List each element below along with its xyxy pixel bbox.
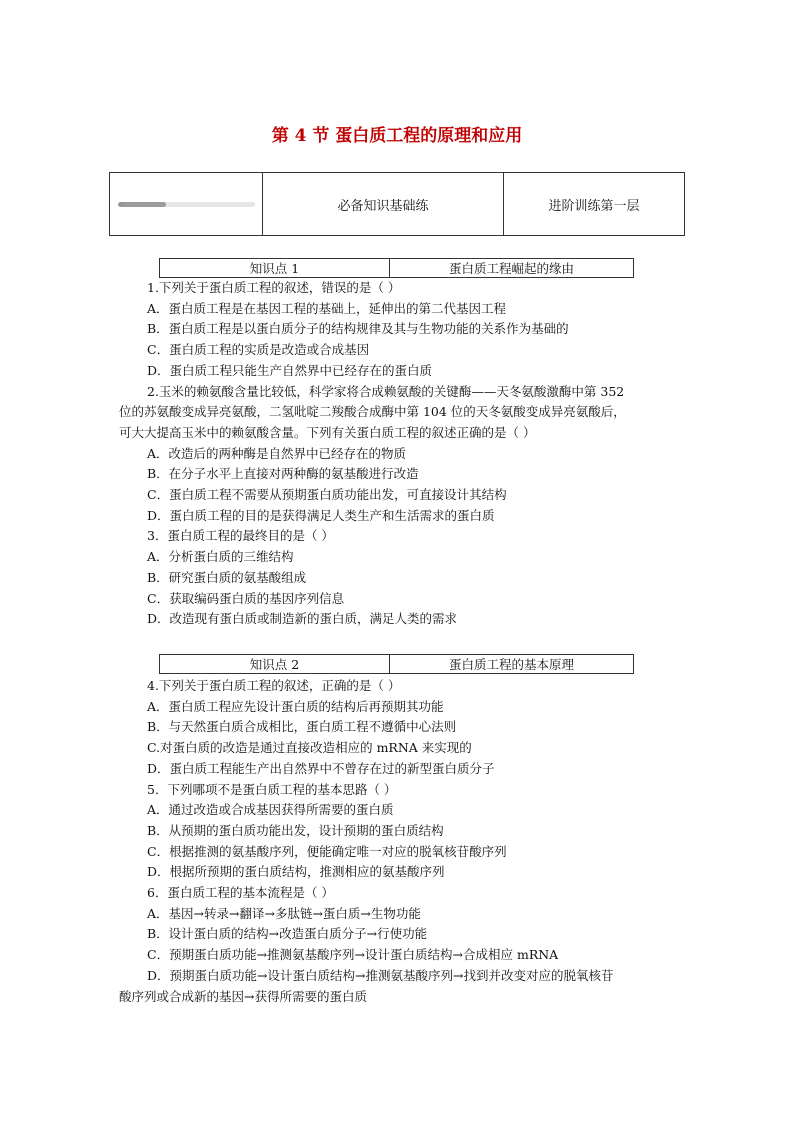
question-line: C.对蛋白质的改造是通过直接改造相应的 mRNA 来实现的	[147, 740, 472, 756]
question-line: A．改造后的两种酶是自然界中已经存在的物质	[147, 445, 407, 461]
question-line: 1.下列关于蛋白质工程的叙述，错误的是（ ）	[147, 280, 401, 295]
question-line: 可大大提高玉米中的赖氨酸含量。下列有关蛋白质工程的叙述正确的是（ ）	[119, 424, 536, 440]
question-line: D．根据所预期的蛋白质结构，推测相应的氨基酸序列	[147, 864, 445, 880]
page-title: 第 4 节 蛋白质工程的原理和应用	[271, 126, 523, 146]
question-line: D．改造现有蛋白质或制造新的蛋白质，满足人类的需求	[147, 611, 458, 627]
question-line: B．从预期的蛋白质功能出发，设计预期的蛋白质结构	[147, 822, 444, 838]
question-line: D．预期蛋白质功能→设计蛋白质结构→推测氨基酸序列→找到并改变对应的脱氧核苷	[147, 967, 614, 983]
question-line: 酸序列或合成新的基因→获得所需要的蛋白质	[119, 988, 367, 1004]
question-line: C．蛋白质工程不需要从预期蛋白质功能出发，可直接设计其结构	[147, 487, 507, 502]
question-line: B．研究蛋白质的氨基酸组成	[147, 569, 307, 585]
question-line: B．在分子水平上直接对两种酶的氨基酸进行改造	[147, 466, 419, 482]
question-line: D．蛋白质工程能生产出自然界中不曾存在过的新型蛋白质分子	[147, 760, 495, 776]
question-line: 2.玉米的赖氨酸含量比较低，科学家将合成赖氨酸的关键酶——天冬氨酸激酶中第 352	[147, 383, 625, 399]
header-table	[109, 172, 685, 236]
question-line: A．分析蛋白质的三维结构	[147, 549, 294, 565]
question-line: 6．蛋白质工程的基本流程是（ ）	[147, 885, 334, 900]
knowledge-point-1-label: 知识点 1	[160, 259, 390, 277]
knowledge-point-1-table	[159, 258, 634, 278]
question-line: B．蛋白质工程是以蛋白质分子的结构规律及其与生物功能的关系作为基础的	[147, 321, 569, 337]
question-line: 5．下列哪项不是蛋白质工程的基本思路（ ）	[147, 781, 397, 797]
question-line: D．蛋白质工程的目的是获得满足人类生产和生活需求的蛋白质	[147, 507, 495, 523]
question-line: 4.下列关于蛋白质工程的叙述，正确的是（ ）	[147, 678, 401, 693]
question-line: C．预期蛋白质功能→推测氨基酸序列→设计蛋白质结构→合成相应 mRNA	[147, 947, 559, 963]
header-label-advanced: 进阶训练第一层	[548, 198, 640, 214]
question-line: A．蛋白质工程是在基因工程的基础上，延伸出的第二代基因工程	[147, 300, 507, 316]
check-icon: ✓	[118, 201, 125, 207]
knowledge-point-2-topic: 蛋白质工程的基本原理	[448, 657, 574, 672]
knowledge-point-1-topic: 蛋白质工程崛起的缘由	[448, 261, 574, 276]
question-line: A．基因→转录→翻译→多肽链→蛋白质→生物功能	[147, 905, 421, 921]
knowledge-point-2-label: 知识点 2	[160, 655, 390, 673]
question-line: A．通过改造或合成基因获得所需要的蛋白质	[147, 802, 394, 818]
question-line: B．设计蛋白质的结构→改造蛋白质分子→行使功能	[147, 926, 428, 942]
question-line: B．与天然蛋白质合成相比，蛋白质工程不遵循中心法则	[147, 719, 457, 735]
progress-cell	[110, 173, 263, 235]
knowledge-point-2-table	[159, 654, 634, 674]
question-line: C．根据推测的氨基酸序列，便能确定唯一对应的脱氧核苷酸序列	[147, 843, 507, 859]
question-line: C．获取编码蛋白质的基因序列信息	[147, 590, 345, 606]
question-line: A．蛋白质工程应先设计蛋白质的结构后再预期其功能	[147, 698, 444, 714]
question-line: D．蛋白质工程只能生产自然界中已经存在的蛋白质	[147, 362, 433, 378]
question-line: C．蛋白质工程的实质是改造或合成基因	[147, 342, 370, 358]
progress-bar	[118, 202, 255, 207]
question-line: 位的苏氨酸变成异亮氨酸，二氢吡啶二羧酸合成酶中第 104 位的天冬氨酸变成异亮氨酸后，	[119, 404, 626, 420]
question-line: 3．蛋白质工程的最终目的是（ ）	[147, 528, 334, 544]
header-label-basic: 必备知识基础练	[263, 173, 504, 235]
progress-bar-fill	[118, 202, 166, 207]
